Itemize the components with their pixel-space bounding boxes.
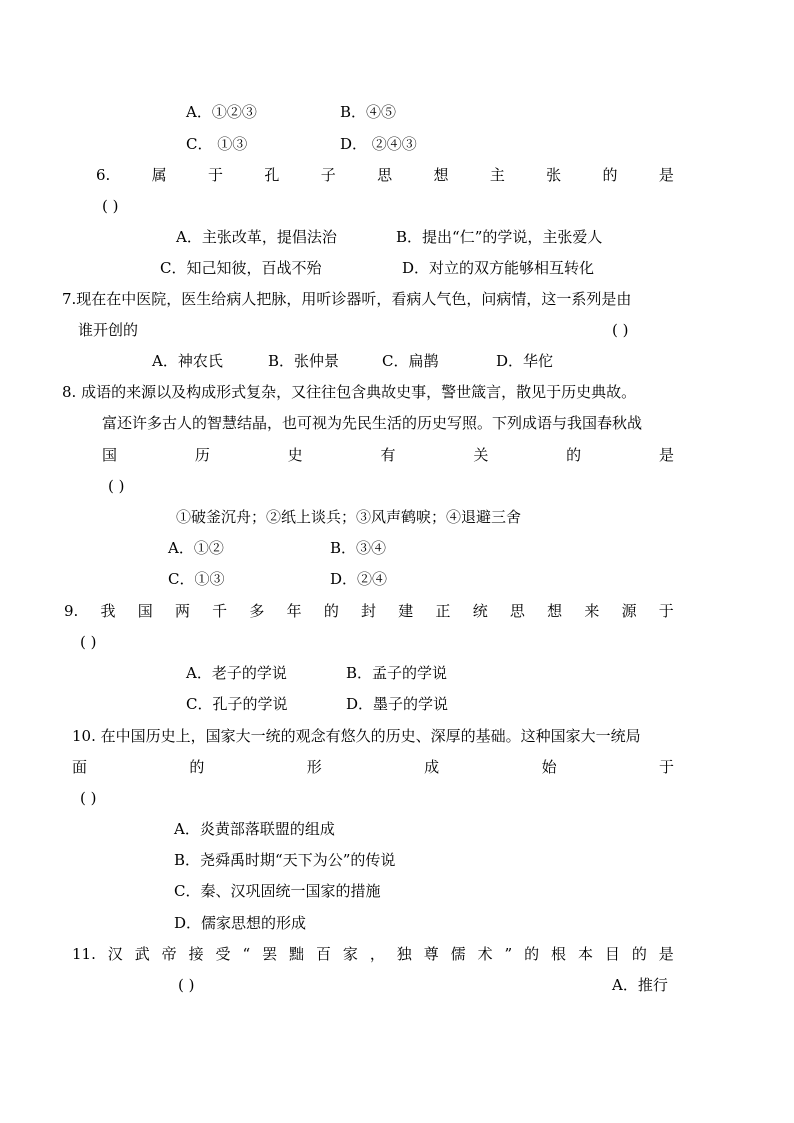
q10-stem-line1: 10. 在中国历史上，国家大一统的观念有悠久的历史、深厚的基础。这种国家大一统局 <box>72 727 641 745</box>
q7-answer-paren: ( ) <box>612 321 629 339</box>
q6-stem: 6. 属 于 孔 子 思 想 主 张 的 是 <box>96 166 674 184</box>
q8-option-c: C．①③ <box>168 570 225 588</box>
q9-option-d: D．墨子的学说 <box>346 695 449 713</box>
q5-option-d: D． ②④③ <box>340 135 417 153</box>
q10-answer-paren: ( ) <box>80 789 97 807</box>
q9-option-a: A．老子的学说 <box>186 664 287 682</box>
q6-option-d: D．对立的双方能够相互转化 <box>402 259 595 277</box>
q11-stem: 11. 汉 武 帝 接 受 “ 罢 黜 百 家 ， 独 尊 儒 术 ” 的 根 本 目 的 是 <box>72 945 674 963</box>
q8-option-b: B．③④ <box>330 539 387 557</box>
q5-option-b: B．④⑤ <box>340 103 397 121</box>
q7-stem-line2: 谁开创的 <box>78 321 139 339</box>
q8-items: ①破釜沉舟；②纸上谈兵；③风声鹤唳；④退避三舍 <box>176 508 522 526</box>
q10-option-d: D．儒家思想的形成 <box>174 914 307 932</box>
q5-option-c: C． ①③ <box>186 135 248 153</box>
q9-option-c: C．孔子的学说 <box>186 695 288 713</box>
q10-option-a: A．炎黄部落联盟的组成 <box>174 820 335 838</box>
q11-answer-paren: ( ) <box>178 976 195 994</box>
q8-stem-line2: 富还许多古人的智慧结晶，也可视为先民生活的历史写照。下列成语与我国春秋战 <box>102 414 643 432</box>
q7-stem-line1: 7.现在在中医院，医生给病人把脉，用听诊器听，看病人气色，问病情，这一系列是由 <box>62 290 632 308</box>
q9-answer-paren: ( ) <box>80 633 97 651</box>
q6-option-a: A．主张改革，提倡法治 <box>176 228 337 246</box>
q7-option-c: C．扁鹊 <box>382 352 439 370</box>
q6-answer-paren: ( ) <box>102 197 119 215</box>
q9-option-b: B．孟子的学说 <box>346 664 448 682</box>
q5-option-a: A．①②③ <box>186 103 257 121</box>
q10-stem-line2: 面 的 形 成 始 于 <box>72 758 674 776</box>
q6-option-c: C．知己知彼，百战不殆 <box>160 259 322 277</box>
q10-option-b: B．尧舜禹时期“天下为公”的传说 <box>174 851 396 869</box>
q7-option-d: D．华佗 <box>496 352 554 370</box>
q9-stem: 9. 我 国 两 千 多 年 的 封 建 正 统 思 想 来 源 于 <box>64 602 674 620</box>
q11-option-a-partial: A．推行 <box>612 976 668 994</box>
q10-option-c: C．秦、汉巩固统一国家的措施 <box>174 882 381 900</box>
q6-option-b: B．提出“仁”的学说，主张爱人 <box>396 228 603 246</box>
q8-option-d: D．②④ <box>330 570 388 588</box>
q7-option-a: A．神农氏 <box>152 352 223 370</box>
q8-option-a: A．①② <box>168 539 224 557</box>
q8-stem-line1: 8. 成语的来源以及构成形式复杂，又往往包含典故史事，警世箴言，散见于历史典故。 <box>62 383 637 401</box>
q7-option-b: B．张仲景 <box>268 352 340 370</box>
q8-answer-paren: ( ) <box>108 477 125 495</box>
q8-stem-line3: 国 历 史 有 关 的 是 <box>102 446 674 464</box>
